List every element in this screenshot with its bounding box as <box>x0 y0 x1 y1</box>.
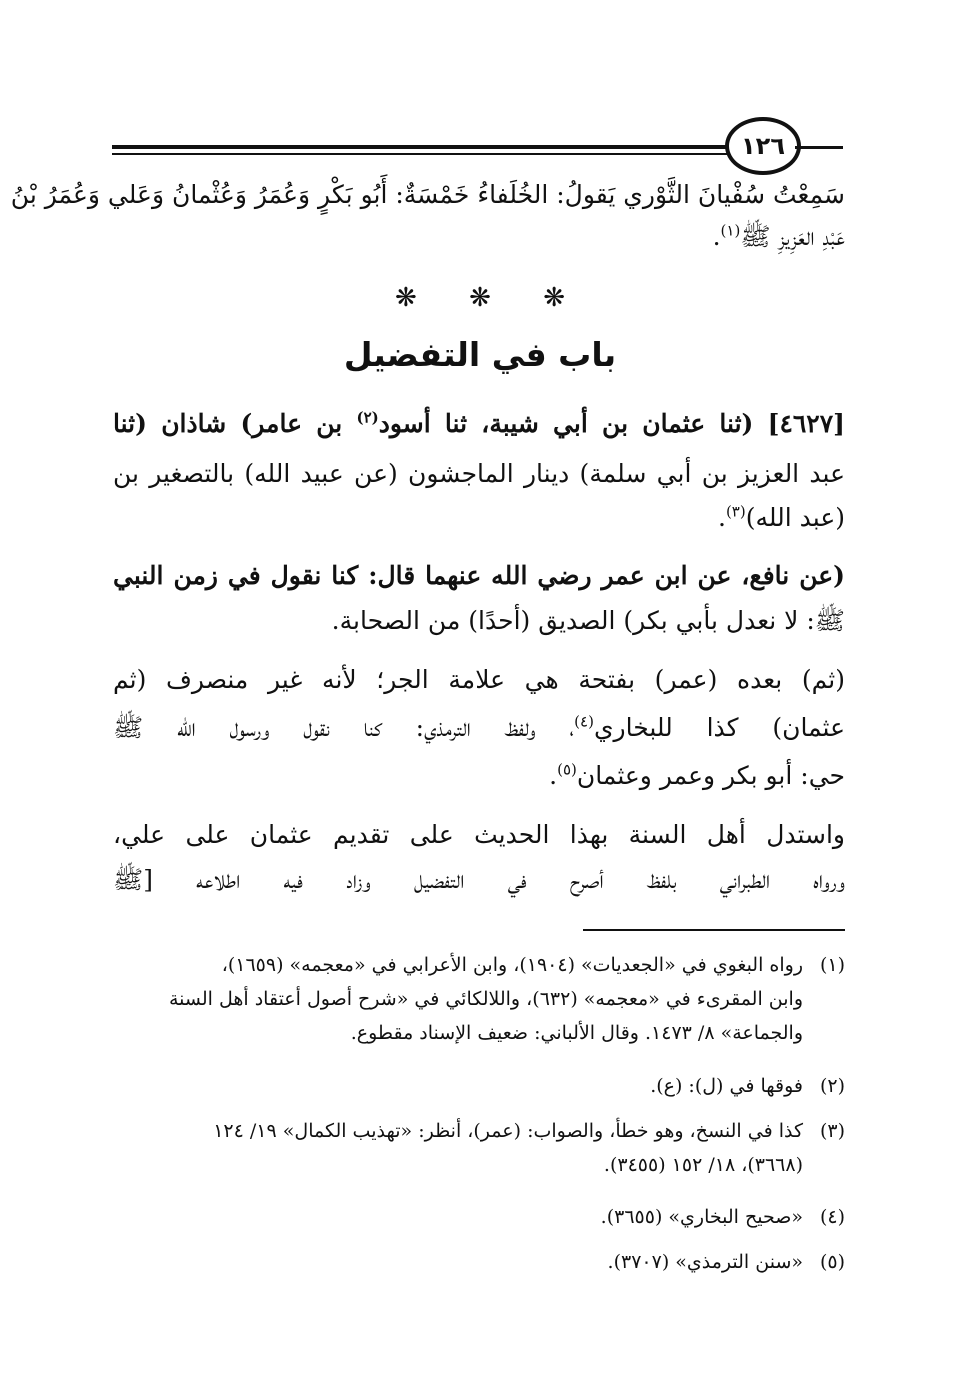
para1-line-1 <box>113 404 845 444</box>
header-rule-thin <box>112 153 728 155</box>
footnote-ref: (٢) <box>356 408 379 427</box>
para4-line-2: ورواه الطبراني بلفظ أصرح في التفضيل وزاد فيه اطلاعه [ﷺ <box>113 865 845 894</box>
footnote-text: والجماعة» ٨/ ١٤٧٣. وقال الألباني: ضعيف الإسناد مقطوع. <box>350 1022 803 1044</box>
footnote-separator <box>583 929 845 931</box>
footnote-3 <box>113 1114 845 1182</box>
footnote-text: كذا في النسخ، وهو خطأ، والصواب: (عمر)، أنظر: «تهذيب الكمال» ١٩/ ١٢٤ <box>213 1120 803 1142</box>
para1-line-3-text: (عبد الله) <box>745 503 845 532</box>
intro-line-2-text: عَبْدِ العَزِيزِ ﷺ <box>740 222 845 251</box>
intro-line-2-end: . <box>712 222 721 251</box>
para1-line-3-end: . <box>717 503 726 532</box>
footnote-number: (١) <box>819 954 845 976</box>
footnote-ref: (٤) <box>574 712 594 731</box>
footnote-text: فوقها في (ل): (ع). <box>650 1075 803 1097</box>
footnote-number: (٥) <box>819 1251 845 1273</box>
footnote-ref: (٥) <box>557 760 577 779</box>
para3-line-1: (ثم) بعده (عمر) بفتحة هي علامة الجر؛ لأنه غير منصرف (ثم <box>113 665 845 694</box>
para3-line-2-text: عثمان) كذا للبخاري <box>593 713 846 742</box>
asterism-icon: ❋ <box>543 283 565 313</box>
page-number: ١٢٦ <box>725 117 801 175</box>
footnote-1 <box>113 948 845 1050</box>
footnote-text: (٣٦٦٨)، ١٨/ ١٥٢ (٣٤٥٥). <box>603 1154 803 1176</box>
footnote-number: (٣) <box>819 1120 845 1142</box>
header-rule <box>112 145 728 149</box>
footnote-ref: (٣) <box>725 502 746 521</box>
para2-line-2: ﷺ: لا نعدل بأبي بكر) الصديق (أحدًا) من الصحابة. <box>331 606 845 635</box>
para3-line-3-text: حي: أبو بكر وعمر وعثمان <box>576 761 845 790</box>
intro-line-1: سَمِعْتُ سُفْيانَ الثَّوْري يَقولُ: الخُلَفاءُ خَمْسَةٌ: أَبُو بَكْرٍ وَعُمَرُ وَعُثْمانُ وَعَلي وَعُمَرُ بْنُ <box>10 180 845 209</box>
chapter-heading: باب في التفضيل <box>343 335 617 374</box>
footnote-4 <box>113 1200 845 1234</box>
para1-line-2: عبد العزيز بن أبي سلمة) دينار الماجشون (عن عبيد الله) بالتصغير بن <box>113 459 845 488</box>
para2-line-1: (عن نافع، عن ابن عمر رضي الله عنهما قال: كنا نقول في زمن النبي <box>113 561 845 590</box>
para3-line-2 <box>113 708 845 748</box>
footnote-text: وابن المقرىء في «معجمه» (٦٣٢)، واللالكائي في «شرح أصول أعتقاد أهل السنة <box>169 988 803 1010</box>
footnote-number: (٢) <box>819 1075 845 1097</box>
asterism-icon: ❋ <box>395 283 417 313</box>
asterism-icon: ❋ <box>469 283 491 313</box>
footnote-text: رواه البغوي في «الجعديات» (١٩٠٤)، وابن الأعرابي في «معجمه» (١٦٥٩)، <box>221 954 803 976</box>
footnote-text: «سنن الترمذي» (٣٧٠٧). <box>607 1251 803 1273</box>
intro-line-2 <box>400 217 845 257</box>
para3-line-3-end: . <box>549 761 558 790</box>
footnote-ref: (١) <box>720 221 741 240</box>
section-separator <box>395 283 565 313</box>
footnote-number: (٤) <box>819 1206 845 1228</box>
para1-line-1-end: بن عامر) شاذان (ثنا <box>113 409 357 438</box>
footnote-text: «صحيح البخاري» (٣٦٥٥). <box>600 1206 803 1228</box>
footnote-2 <box>113 1069 845 1103</box>
footnote-5 <box>113 1245 845 1279</box>
header-rule-right <box>795 146 843 149</box>
para1-line-1-text: [٤٦٢٧] (ثنا عثمان بن أبي شيبة، ثنا أسود <box>378 409 845 438</box>
para3-line-2-end: ، ولفظ الترمذي: كنا نقول ورسول الله ﷺ <box>113 713 575 742</box>
para3-line-3 <box>480 756 845 796</box>
para4-line-1: واستدل أهل السنة بهذا الحديث على تقديم عثمان على علي، <box>113 820 845 849</box>
para1-line-3 <box>600 498 845 538</box>
